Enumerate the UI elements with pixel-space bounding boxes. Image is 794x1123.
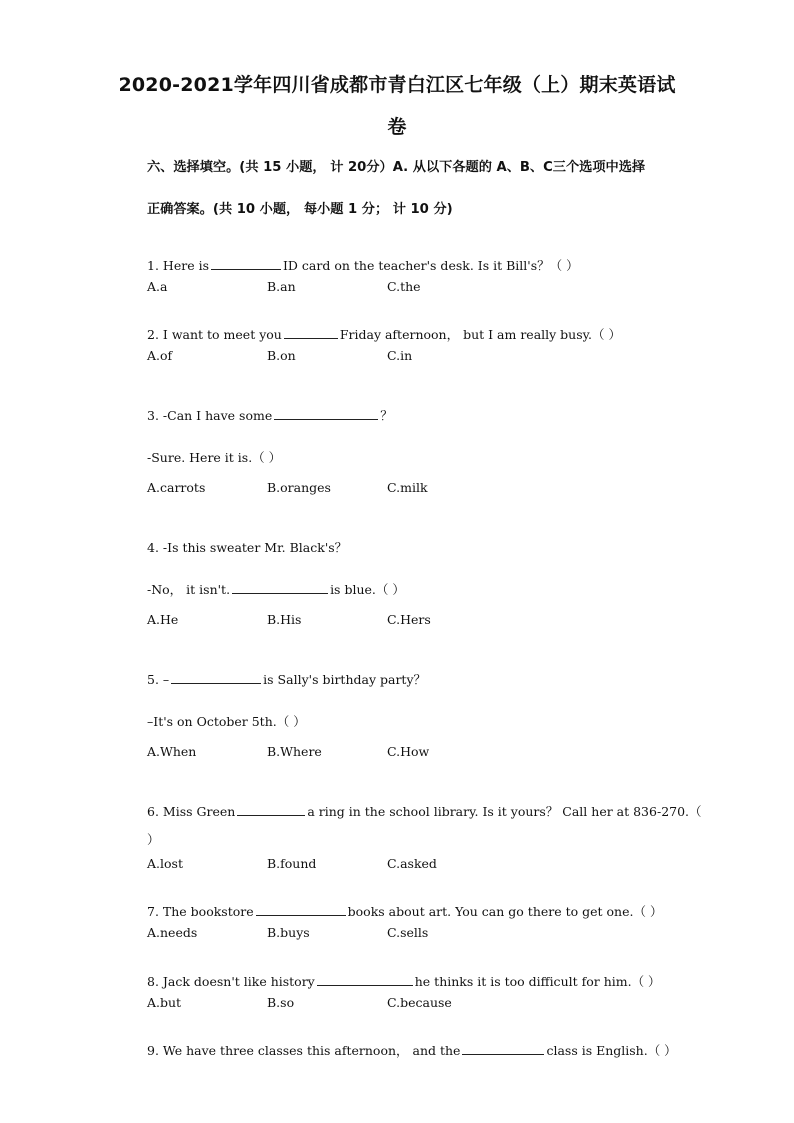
question-text: -Is this sweater Mr. Black's？ <box>162 540 348 555</box>
answer-blank[interactable] <box>462 1043 544 1055</box>
answer-blank[interactable] <box>256 904 346 916</box>
option-a[interactable]: A.lost <box>147 856 183 871</box>
answer-blank[interactable] <box>237 804 305 816</box>
question-number: 7. <box>147 904 159 919</box>
page-title-line1: 2020-2021学年四川省成都市青白江区七年级（上）期末英语试 <box>118 74 676 96</box>
question-6-continued: ） <box>147 832 160 847</box>
option-b[interactable]: B.oranges <box>267 480 331 495</box>
option-c[interactable]: C.in <box>387 348 413 363</box>
question-5-response: –It's on October 5th.（ ） <box>147 714 306 729</box>
question-text: is blue.（ ） <box>330 582 405 597</box>
option-c[interactable]: C.sells <box>387 925 429 940</box>
question-text: We have three classes this afternoon， and the <box>162 1043 461 1058</box>
question-text: -No， it isn't. <box>147 582 231 597</box>
question-text: – <box>162 672 170 687</box>
answer-blank[interactable] <box>171 672 261 684</box>
option-b[interactable]: B.found <box>267 856 317 871</box>
answer-blank[interactable] <box>232 582 328 594</box>
question-text: -Can I have some <box>162 408 273 423</box>
option-a[interactable]: A.carrots <box>147 480 206 495</box>
question-8 <box>147 972 661 990</box>
question-text: he thinks it is too difficult for him.（ ） <box>414 974 661 989</box>
question-text: Miss Green <box>162 804 236 819</box>
option-c[interactable]: C.Hers <box>387 612 431 627</box>
answer-blank[interactable] <box>284 327 338 339</box>
question-text: I want to meet you <box>162 327 282 342</box>
question-number: 8. <box>147 974 159 989</box>
option-a[interactable]: A.needs <box>147 925 198 940</box>
question-number: 3. <box>147 408 159 423</box>
question-text: The bookstore <box>162 904 254 919</box>
option-c[interactable]: C.How <box>387 744 430 759</box>
option-c[interactable]: C.because <box>387 995 452 1010</box>
question-number: 5. <box>147 672 159 687</box>
question-number: 2. <box>147 327 159 342</box>
page-title-line2: 卷 <box>387 116 407 138</box>
question-1 <box>147 256 579 274</box>
question-6 <box>147 802 702 820</box>
question-3 <box>147 406 393 424</box>
question-text: Here is <box>162 258 209 273</box>
answer-blank[interactable] <box>274 408 378 420</box>
question-number: 1. <box>147 258 159 273</box>
option-b[interactable]: B.His <box>267 612 302 627</box>
section-heading-line2: 正确答案。(共 10 小题， 每小题 1 分； 计 10 分) <box>147 202 453 217</box>
option-a[interactable]: A.of <box>147 348 173 363</box>
option-c[interactable]: C.asked <box>387 856 437 871</box>
option-b[interactable]: B.Where <box>267 744 322 759</box>
question-text: ID card on the teacher's desk. Is it Bill's？（ ） <box>282 258 579 273</box>
option-a[interactable]: A.When <box>147 744 197 759</box>
question-3-response: -Sure. Here it is.（ ） <box>147 450 282 465</box>
question-number: 9. <box>147 1043 159 1058</box>
option-a[interactable]: A.but <box>147 995 182 1010</box>
question-text: ？ <box>380 408 393 423</box>
option-c[interactable]: C.milk <box>387 480 428 495</box>
question-text: class is English.（ ） <box>546 1043 677 1058</box>
answer-blank[interactable] <box>211 258 281 270</box>
question-5 <box>147 670 426 688</box>
question-7 <box>147 902 662 920</box>
question-number: 6. <box>147 804 159 819</box>
answer-blank[interactable] <box>317 974 413 986</box>
question-number: 4. <box>147 540 159 555</box>
option-b[interactable]: B.buys <box>267 925 310 940</box>
question-text: a ring in the school library. Is it yours？ Call her at 836-270.（ <box>307 804 702 819</box>
question-2 <box>147 325 621 343</box>
question-text: Jack doesn't like history <box>162 974 315 989</box>
option-a[interactable]: A.a <box>147 279 168 294</box>
option-a[interactable]: A.He <box>147 612 179 627</box>
option-b[interactable]: B.so <box>267 995 295 1010</box>
question-text: books about art. You can go there to get one.（ ） <box>347 904 663 919</box>
option-b[interactable]: B.on <box>267 348 296 363</box>
option-b[interactable]: B.an <box>267 279 296 294</box>
question-4 <box>147 538 347 556</box>
question-9 <box>147 1041 677 1059</box>
section-heading-line1: 六、选择填空。(共 15 小题， 计 20分）A. 从以下各题的 A、B、C三个选项中选择 <box>147 160 646 175</box>
question-text: Friday afternoon， but I am really busy.（ ） <box>339 327 621 342</box>
option-c[interactable]: C.the <box>387 279 421 294</box>
question-text: is Sally's birthday party？ <box>263 672 427 687</box>
question-4-response <box>147 580 405 598</box>
